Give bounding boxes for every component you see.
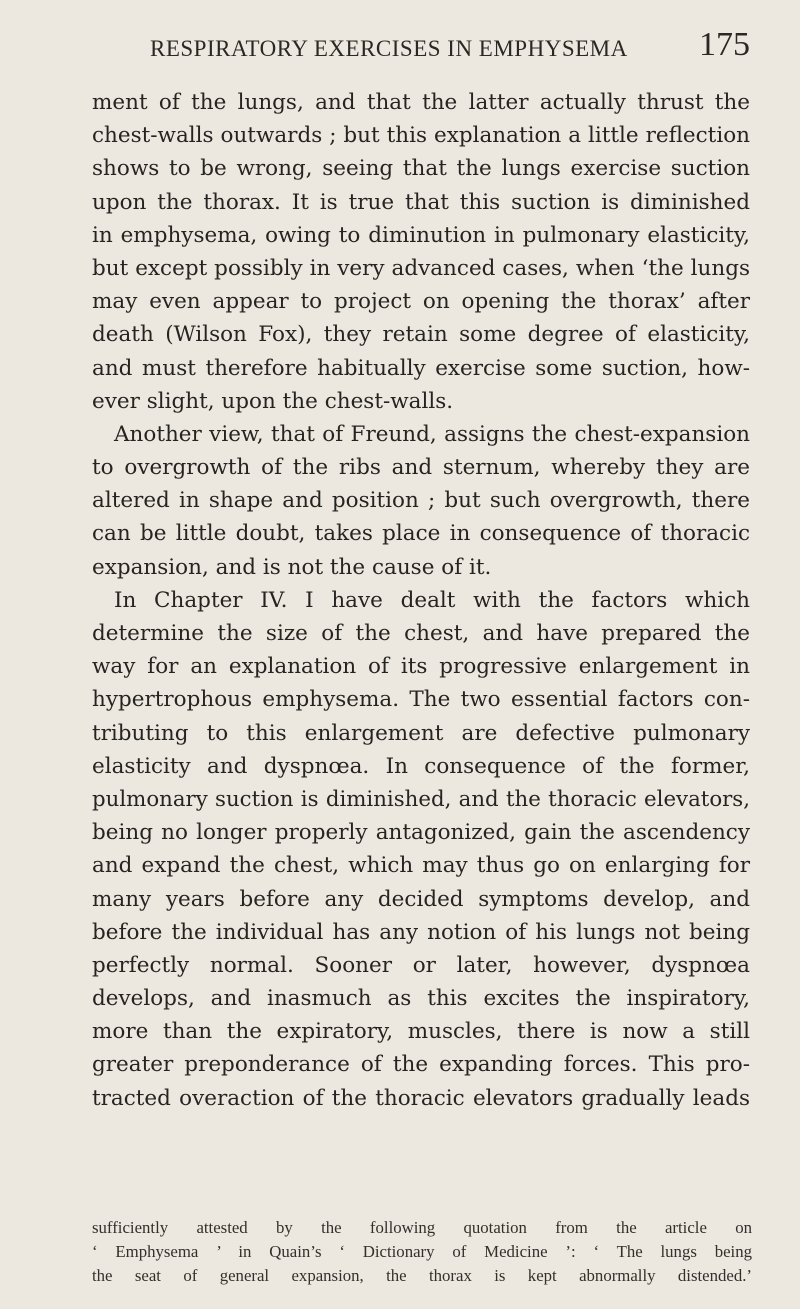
body-line: can be little doubt, takes place in consequence of thoracic [92,521,750,547]
body-line: but except possibly in very advanced cases, when ‘the lungs [92,255,750,281]
body-line: expansion, and is not the cause of it. [92,554,492,580]
footnote-line: sufficiently attested by the following quotation from the article on [92,1218,752,1237]
body-line: In Chapter IV. I have dealt with the factors which [114,587,750,613]
body-line: pulmonary suction is diminished, and the thoracic elevators, [92,786,750,812]
body-line: determine the size of the chest, and have prepared the [92,621,750,646]
page-number: 175 [699,26,750,63]
running-title: RESPIRATORY EXERCISES IN EMPHYSEMA [150,36,628,61]
body-line: may even appear to project on opening the thorax’ after [92,289,750,315]
body-line: to overgrowth of the ribs and sternum, whereby they are [92,455,750,481]
body-line: develops, and inasmuch as this excites the inspiratory, [92,986,750,1012]
body-line: perfectly normal. Sooner or later, however, dyspnœa [92,952,750,978]
body-line: tracted overaction of the thoracic elevators gradually leads [92,1085,750,1111]
body-line: elasticity and dyspnœa. In consequence of the former, [92,753,750,779]
body-line: tributing to this enlargement are defective pulmonary [92,720,750,746]
body-line: upon the thorax. It is true that this suction is diminished [92,189,750,215]
footnote-line: the seat of general expansion, the thorax is kept abnormally distended.’ [92,1266,752,1285]
body-line: in emphysema, owing to diminution in pulmonary elasticity, [92,222,750,248]
body-line: hypertrophous emphysema. The two essential factors con- [92,687,750,713]
body-line: altered in shape and position ; but such overgrowth, there [92,488,750,514]
body-line: Another view, that of Freund, assigns the chest-expansion [114,421,750,447]
body-line: ment of the lungs, and that the latter actually thrust the [92,90,750,115]
body-line: being no longer properly antagonized, gain the ascendency [92,820,750,846]
body-line: death (Wilson Fox), they retain some degree of elasticity, [92,322,750,348]
body-line: way for an explanation of its progressive enlargement in [92,654,750,680]
body-line: many years before any decided symptoms develop, and [92,886,750,912]
footnote [92,1216,752,1288]
body-line: more than the expiratory, muscles, there is now a still [92,1019,750,1045]
body-text [92,86,750,1115]
body-line: ever slight, upon the chest-walls. [92,388,454,414]
body-line: before the individual has any notion of his lungs not being [92,919,750,945]
body-line: and must therefore habitually exercise some suction, how- [92,355,750,381]
body-line: shows to be wrong, seeing that the lungs exercise suction [92,156,750,182]
body-line: greater preponderance of the expanding forces. This pro- [92,1052,750,1078]
body-line: and expand the chest, which may thus go on enlarging for [92,853,750,879]
footnote-line: ‘ Emphysema ’ in Quain’s ‘ Dictionary of Medicine ’: ‘ The lungs being [92,1242,752,1261]
running-head [150,26,750,66]
body-line: chest-walls outwards ; but this explanation a little reflection [92,123,750,149]
